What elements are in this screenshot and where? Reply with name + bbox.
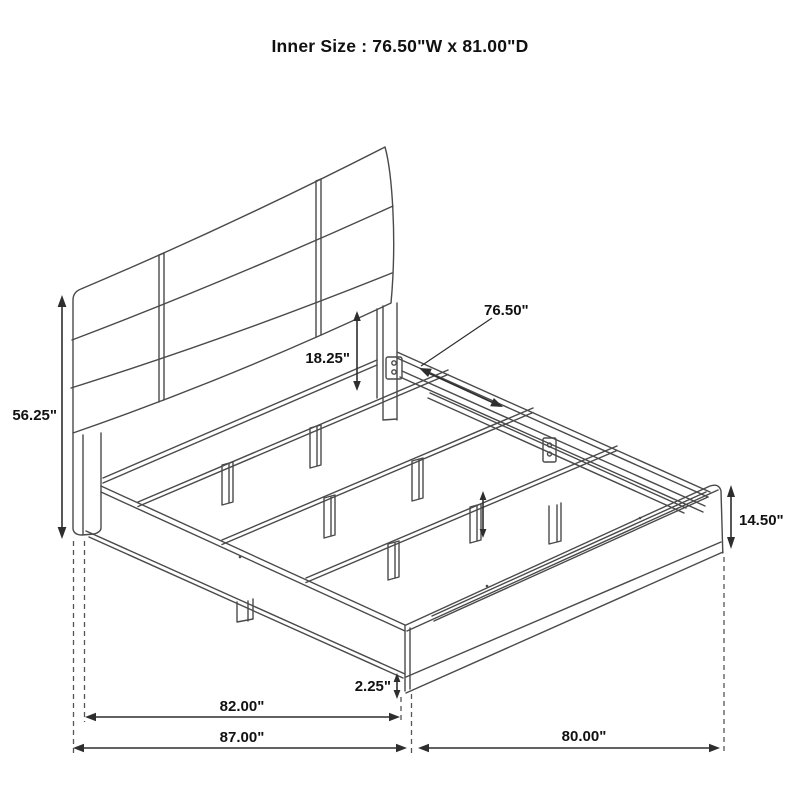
bed-frame [86,352,710,678]
bracket-hole [392,370,396,374]
inner-size-title: Inner Size : 76.50"W x 81.00"D [271,36,529,56]
far-side-rail [397,352,710,497]
slat-1 [138,370,448,507]
dimension-overall-length [73,729,407,752]
slat-2 [222,408,533,545]
dimension-inner-width [419,302,529,407]
headboard-left-post [73,433,101,535]
bracket-hole [392,361,396,365]
footboard-height-label: 14.50" [739,512,784,529]
headboard-trim-strip-1 [159,253,164,402]
dimension-headboard-height [12,295,66,539]
headboard-band-line-1 [72,206,393,340]
overall-width-label: 80.00" [561,728,607,745]
headboard-trim-strip-2 [316,179,321,337]
far-metal-rail [400,371,705,512]
headboard-height-label: 56.25" [12,407,57,424]
headboard-panel-label: 18.25" [305,350,350,367]
screw-dot [239,556,242,559]
center-rail-leg [549,503,561,544]
headboard-right-post [377,303,397,420]
dimension-overall-width [418,728,720,752]
dimension-platform-length [85,698,400,721]
dimension-annotations [12,295,783,752]
platform-length-label: 82.00" [219,698,265,715]
footboard-base-edge [406,552,723,693]
dimension-base-height [355,673,401,699]
slat-leg [324,495,335,538]
center-rail [428,393,686,513]
slat-3 [306,446,617,583]
inner-width-label: 76.50" [484,302,529,319]
bracket-hole [548,452,552,456]
dimension-footboard-height [727,485,784,549]
base-height-label: 2.25" [354,678,391,695]
footboard-near-corner [405,625,410,691]
near-side-rail [86,486,405,678]
headboard-face [73,147,394,433]
headboard [71,147,402,535]
bracket-hole [548,443,552,447]
headboard-band-line-2 [71,273,392,388]
slat-leg [412,458,423,501]
overall-length-label: 87.00" [219,729,265,746]
